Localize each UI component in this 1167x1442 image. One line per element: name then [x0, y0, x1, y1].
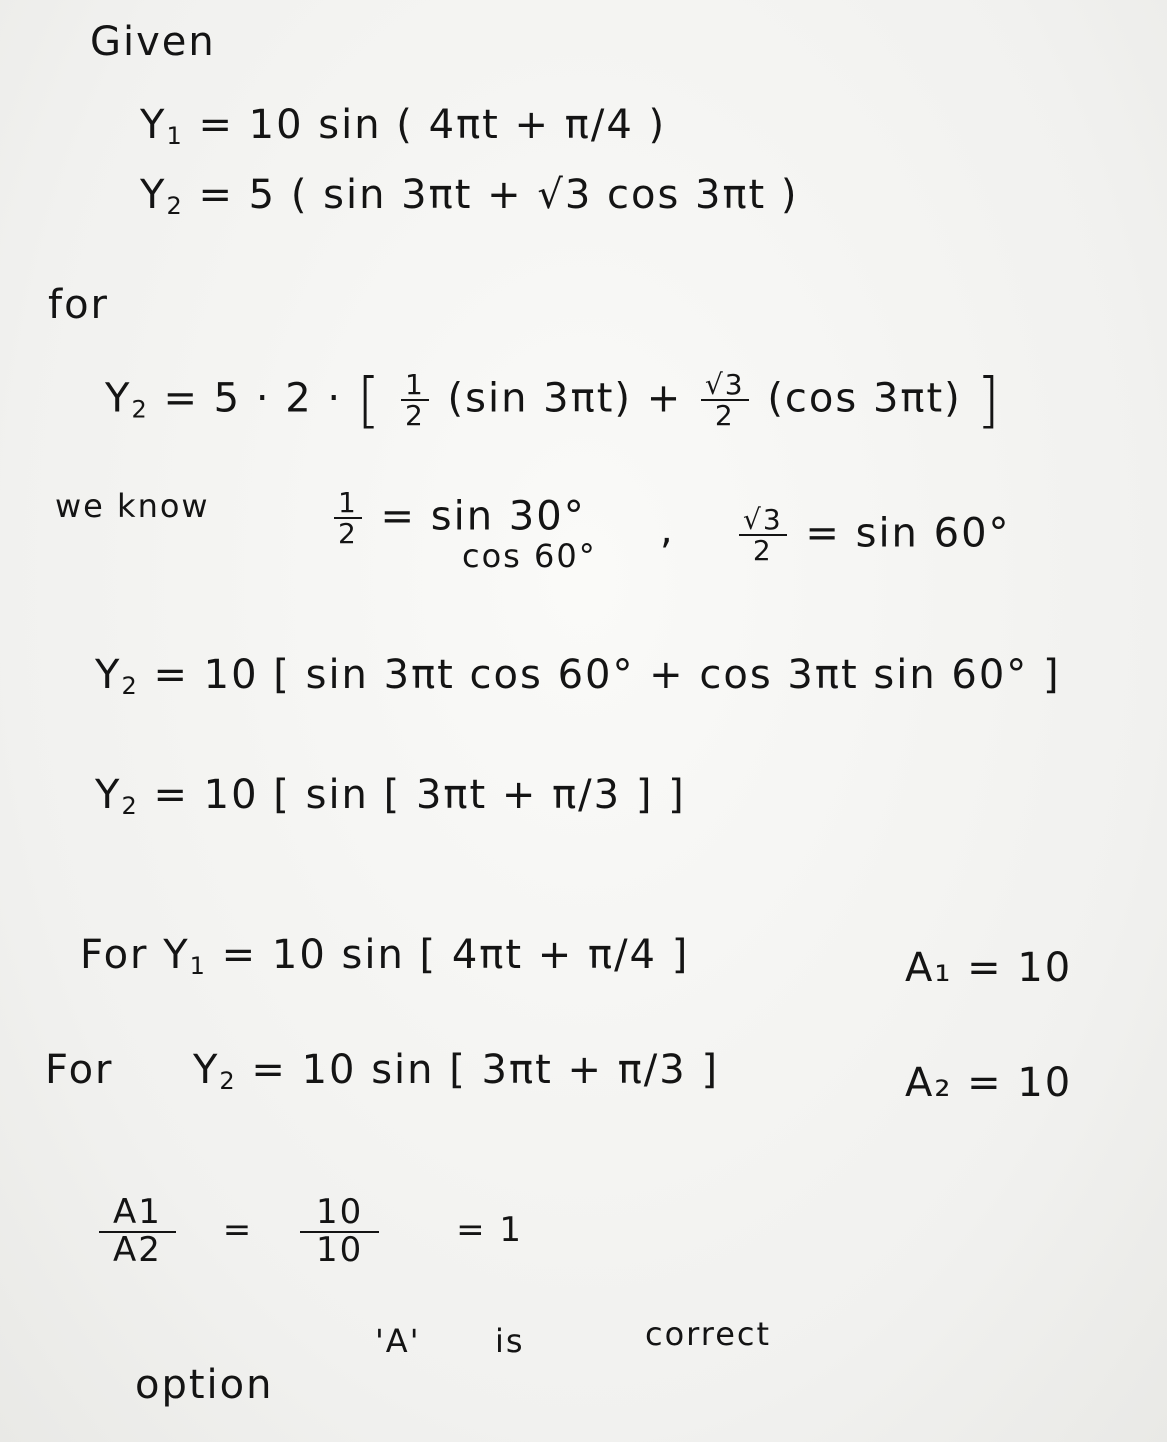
sin-term: (sin 3πt) +	[447, 375, 683, 422]
amp-y1-symbol: Y	[163, 932, 190, 978]
a1-value: A₁ = 10	[905, 945, 1073, 991]
identity-root3	[735, 505, 1011, 566]
heading-given	[90, 19, 216, 65]
identity-half-numerator: 1	[334, 488, 362, 519]
comma: ,	[660, 507, 675, 553]
equation-y2-compound	[95, 772, 686, 820]
identity-sin30: = sin 30°	[380, 493, 586, 540]
amplitude-a2	[905, 1060, 1073, 1106]
amplitude-ratio	[95, 1192, 524, 1270]
identity-root3-numerator: √3	[739, 505, 787, 536]
for-y2-word: For	[45, 1047, 114, 1093]
is-word: is	[495, 1322, 525, 1360]
y2-expanded-prefix: = 5 · 2 ·	[163, 375, 343, 422]
fraction-root3-denominator: 2	[714, 399, 735, 433]
identity-half-denominator: 2	[338, 517, 358, 551]
ratio-numerator: A1	[99, 1195, 176, 1233]
y1-subscript: 1	[166, 122, 184, 150]
cos-term: (cos 3πt)	[767, 375, 962, 422]
amplitude-y1-line	[80, 932, 690, 980]
amp-y2-expression: = 10 sin [ 3πt + π/3 ]	[251, 1047, 720, 1093]
conclusion-choice	[375, 1322, 421, 1360]
ratio-denominator: A2	[113, 1229, 162, 1270]
identity-sin60: = sin 60°	[805, 510, 1011, 557]
for-y1-word: For	[80, 932, 149, 978]
fraction-half-numerator: 1	[401, 370, 429, 401]
conclusion-is	[495, 1322, 525, 1360]
amp-y2-symbol: Y	[192, 1047, 220, 1093]
identity-half-fraction	[334, 488, 362, 549]
ratio-value-fraction	[300, 1192, 379, 1270]
a2-value: A₂ = 10	[905, 1060, 1073, 1106]
identity-root3-fraction	[739, 505, 787, 566]
separator-comma	[660, 507, 675, 553]
option-word: option	[135, 1362, 274, 1408]
y2-subscript: 2	[166, 192, 184, 220]
label-for	[48, 282, 109, 328]
amplitude-y2-line	[45, 1047, 720, 1095]
amp-y2-subscript: 2	[219, 1067, 237, 1095]
conclusion-correct	[645, 1315, 772, 1353]
identity-root3-denominator: 2	[752, 534, 773, 568]
ratio-equals: =	[222, 1210, 254, 1251]
amp-y1-subscript: 1	[189, 952, 207, 980]
equation-y2	[140, 172, 799, 220]
y2-sum-expression: = 10 [ sin 3πt cos 60° + cos 3πt sin 60° ]	[153, 652, 1061, 698]
identity-cos60	[462, 537, 597, 575]
y2-expanded-symbol: Y	[105, 375, 132, 422]
y2-compound-subscript: 2	[121, 792, 139, 820]
equation-y2-sum-form	[95, 652, 1061, 700]
fraction-half	[401, 370, 429, 431]
fraction-root3-numerator: √3	[701, 370, 749, 401]
y2-compound-symbol: Y	[95, 772, 122, 818]
y1-expression: = 10 sin ( 4πt + π/4 )	[198, 102, 667, 148]
cos60-text: cos 60°	[462, 537, 597, 575]
equation-y1	[140, 102, 667, 150]
option-letter: 'A'	[375, 1322, 421, 1360]
y2-sum-subscript: 2	[121, 672, 139, 700]
given-label: Given	[90, 19, 216, 65]
label-we-know	[55, 487, 210, 525]
ratio-value-numerator: 10	[300, 1195, 379, 1233]
we-know-text: we know	[55, 487, 210, 525]
for-word: for	[48, 282, 109, 328]
ratio-value-denominator: 10	[316, 1229, 364, 1270]
amp-y1-expression: = 10 sin [ 4πt + π/4 ]	[221, 932, 690, 978]
y2-symbol: Y	[140, 172, 167, 218]
fraction-half-denominator: 2	[405, 399, 425, 433]
fraction-root3	[701, 370, 749, 431]
close-bracket: ]	[976, 365, 1002, 436]
y2-compound-expression: = 10 [ sin [ 3πt + π/3 ] ]	[153, 772, 686, 818]
equation-y2-expanded	[105, 365, 1002, 436]
correct-word: correct	[645, 1315, 772, 1353]
open-bracket: [	[356, 365, 383, 436]
y2-expression: = 5 ( sin 3πt + √3 cos 3πt )	[198, 172, 799, 218]
y2-sum-symbol: Y	[95, 652, 122, 698]
amplitude-a1	[905, 945, 1073, 991]
ratio-result: = 1	[456, 1210, 524, 1251]
conclusion-option	[135, 1362, 274, 1408]
y2-expanded-subscript: 2	[131, 395, 149, 424]
y1-symbol: Y	[140, 102, 167, 148]
ratio-fraction	[99, 1192, 176, 1270]
